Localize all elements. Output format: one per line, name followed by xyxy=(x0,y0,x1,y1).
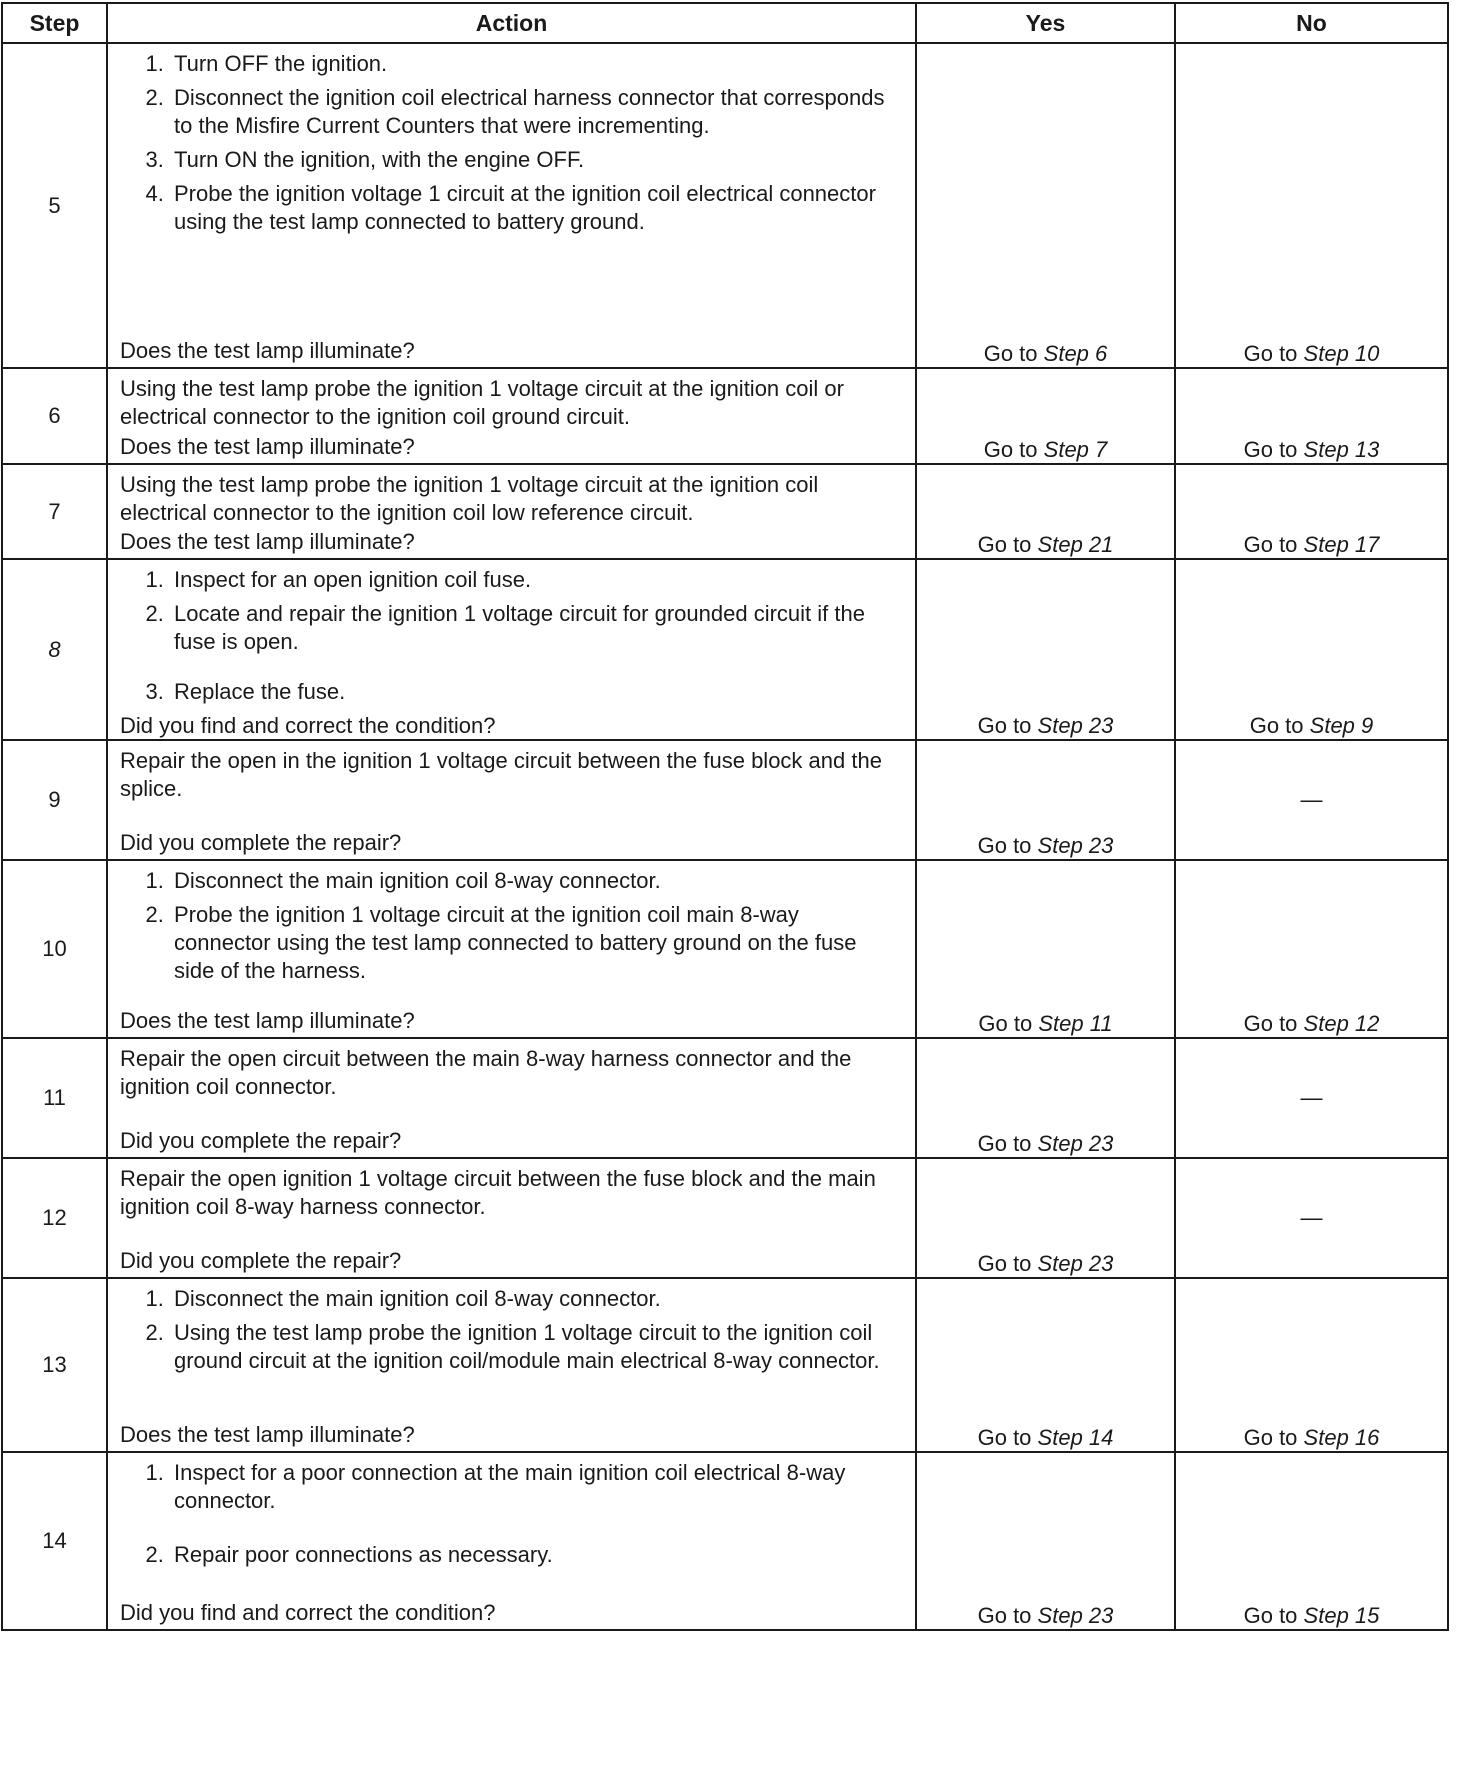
go-to-label: Go to xyxy=(1243,532,1298,557)
action-question: Did you complete the repair? xyxy=(120,1128,402,1153)
table-row xyxy=(2,860,1448,1038)
no-cell xyxy=(1175,1278,1448,1452)
yes-step-ref: Step 23 xyxy=(1037,713,1114,738)
yes-step-ref: Step 23 xyxy=(1037,1131,1114,1156)
no-step-ref: Step 9 xyxy=(1309,713,1374,738)
table-row xyxy=(2,1158,1448,1278)
action-step: 3. Turn ON the ignition, with the engine OFF. xyxy=(170,146,895,174)
yes-step-ref: Step 6 xyxy=(1043,341,1108,366)
action-steps-list xyxy=(108,1459,915,1575)
action-cell xyxy=(107,559,916,740)
no-step-ref: Step 15 xyxy=(1303,1603,1380,1628)
table-row xyxy=(2,43,1448,368)
step-number: 14 xyxy=(2,1452,107,1630)
action-cell xyxy=(107,464,916,559)
yes-step-ref: Step 23 xyxy=(1037,1603,1114,1628)
action-cell xyxy=(107,1158,916,1278)
action-question: Did you find and correct the condition? xyxy=(120,713,496,738)
go-to-label: Go to xyxy=(977,833,1032,858)
action-step: 1. Disconnect the main ignition coil 8-way connector. xyxy=(170,867,895,895)
yes-cell xyxy=(916,1038,1175,1158)
action-step: 4. Probe the ignition voltage 1 circuit at the ignition coil electrical connector using the test lamp connected to battery ground. xyxy=(170,180,895,236)
go-to-label: Go to xyxy=(977,1603,1032,1628)
step-number: 13 xyxy=(2,1278,107,1452)
action-step: 1. Turn OFF the ignition. xyxy=(170,50,895,78)
action-step: 2. Probe the ignition 1 voltage circuit at the ignition coil main 8-way connector using the test lamp connected to battery ground on the fuse side of the harness. xyxy=(170,901,895,985)
header-step: Step xyxy=(2,3,107,43)
yes-step-ref: Step 23 xyxy=(1037,1251,1114,1276)
yes-cell xyxy=(916,1278,1175,1452)
action-question: Did you complete the repair? xyxy=(120,1248,402,1273)
table-row xyxy=(2,559,1448,740)
action-text: Using the test lamp probe the ignition 1 voltage circuit at the ignition coil electrical connector to the ignition coil low reference circuit. xyxy=(120,472,819,525)
action-steps-list xyxy=(108,867,915,991)
step-number: 10 xyxy=(2,860,107,1038)
go-to-label: Go to xyxy=(977,1251,1032,1276)
go-to-label: Go to xyxy=(977,532,1032,557)
step-number: 12 xyxy=(2,1158,107,1278)
action-cell xyxy=(107,740,916,860)
step-number: 8 xyxy=(2,559,107,740)
yes-cell xyxy=(916,368,1175,464)
action-cell xyxy=(107,860,916,1038)
go-to-label: Go to xyxy=(1243,1603,1298,1628)
yes-cell xyxy=(916,860,1175,1038)
action-step: 1. Inspect for an open ignition coil fuse. xyxy=(170,566,895,594)
action-steps-list xyxy=(108,50,915,242)
action-step: 1. Disconnect the main ignition coil 8-way connector. xyxy=(170,1285,895,1313)
action-text: Repair the open in the ignition 1 voltage circuit between the fuse block and the splice. xyxy=(120,748,882,801)
no-cell: — xyxy=(1175,1158,1448,1278)
go-to-label: Go to xyxy=(983,437,1038,462)
header-yes: Yes xyxy=(916,3,1175,43)
step-number: 7 xyxy=(2,464,107,559)
action-step: 2. Locate and repair the ignition 1 voltage circuit for grounded circuit if the fuse is open. xyxy=(170,600,895,656)
table-row xyxy=(2,464,1448,559)
action-text: Using the test lamp probe the ignition 1 voltage circuit at the ignition coil or electrical connector to the ignition coil ground circuit. xyxy=(120,376,844,429)
no-cell xyxy=(1175,1452,1448,1630)
go-to-label: Go to xyxy=(1243,437,1298,462)
action-question: Did you complete the repair? xyxy=(120,830,402,855)
action-cell xyxy=(107,1452,916,1630)
go-to-label: Go to xyxy=(977,713,1032,738)
action-step: 2. Repair poor connections as necessary. xyxy=(170,1541,895,1569)
no-step-ref: Step 17 xyxy=(1303,532,1380,557)
yes-cell xyxy=(916,1452,1175,1630)
yes-step-ref: Step 14 xyxy=(1037,1425,1114,1450)
go-to-label: Go to xyxy=(983,341,1038,366)
yes-cell xyxy=(916,43,1175,368)
go-to-label: Go to xyxy=(977,1131,1032,1156)
go-to-label: Go to xyxy=(978,1011,1033,1036)
table-row xyxy=(2,1278,1448,1452)
action-cell xyxy=(107,43,916,368)
action-text: Repair the open ignition 1 voltage circuit between the fuse block and the main ignition coil 8-way harness connector. xyxy=(120,1166,876,1219)
action-question: Does the test lamp illuminate? xyxy=(120,529,415,554)
no-cell: — xyxy=(1175,740,1448,860)
go-to-label: Go to xyxy=(1243,1011,1298,1036)
yes-step-ref: Step 23 xyxy=(1037,833,1114,858)
action-question: Does the test lamp illuminate? xyxy=(120,1422,415,1447)
diagnostic-table xyxy=(1,2,1449,1631)
no-cell: — xyxy=(1175,1038,1448,1158)
step-number: 9 xyxy=(2,740,107,860)
yes-step-ref: Step 7 xyxy=(1043,437,1108,462)
action-question: Does the test lamp illuminate? xyxy=(120,338,415,363)
action-cell xyxy=(107,1038,916,1158)
yes-cell xyxy=(916,464,1175,559)
action-question: Did you find and correct the condition? xyxy=(120,1600,496,1625)
go-to-label: Go to xyxy=(1243,341,1298,366)
no-step-ref: Step 12 xyxy=(1303,1011,1380,1036)
yes-step-ref: Step 11 xyxy=(1038,1011,1113,1036)
no-cell xyxy=(1175,368,1448,464)
no-cell xyxy=(1175,464,1448,559)
action-step: 3. Replace the fuse. xyxy=(170,678,895,706)
table-row xyxy=(2,368,1448,464)
action-step: 2. Using the test lamp probe the ignition 1 voltage circuit to the ignition coil ground circuit at the ignition coil/module main electrical 8-way connector. xyxy=(170,1319,895,1375)
action-step: 2. Disconnect the ignition coil electrical harness connector that corresponds to the Misfire Current Counters that were incrementing. xyxy=(170,84,895,140)
action-text: Repair the open circuit between the main 8-way harness connector and the ignition coil connector. xyxy=(120,1046,852,1099)
table-row xyxy=(2,1038,1448,1158)
yes-cell xyxy=(916,1158,1175,1278)
action-cell xyxy=(107,1278,916,1452)
header-row xyxy=(2,3,1448,43)
header-no: No xyxy=(1175,3,1448,43)
header-action: Action xyxy=(107,3,916,43)
no-step-ref: Step 10 xyxy=(1303,341,1380,366)
action-question: Does the test lamp illuminate? xyxy=(120,434,415,459)
no-step-ref: Step 16 xyxy=(1303,1425,1380,1450)
go-to-label: Go to xyxy=(977,1425,1032,1450)
no-step-ref: Step 13 xyxy=(1303,437,1380,462)
table-row xyxy=(2,740,1448,860)
go-to-label: Go to xyxy=(1249,713,1304,738)
action-step: 1. Inspect for a poor connection at the main ignition coil electrical 8-way connector. xyxy=(170,1459,895,1515)
action-question: Does the test lamp illuminate? xyxy=(120,1008,415,1033)
yes-step-ref: Step 21 xyxy=(1037,532,1114,557)
table-row xyxy=(2,1452,1448,1630)
step-number: 11 xyxy=(2,1038,107,1158)
yes-cell xyxy=(916,559,1175,740)
no-cell xyxy=(1175,43,1448,368)
step-number: 6 xyxy=(2,368,107,464)
action-cell xyxy=(107,368,916,464)
step-number: 5 xyxy=(2,43,107,368)
go-to-label: Go to xyxy=(1243,1425,1298,1450)
no-cell xyxy=(1175,559,1448,740)
action-steps-list xyxy=(108,1285,915,1381)
yes-cell xyxy=(916,740,1175,860)
action-steps-list xyxy=(108,566,915,712)
no-cell xyxy=(1175,860,1448,1038)
